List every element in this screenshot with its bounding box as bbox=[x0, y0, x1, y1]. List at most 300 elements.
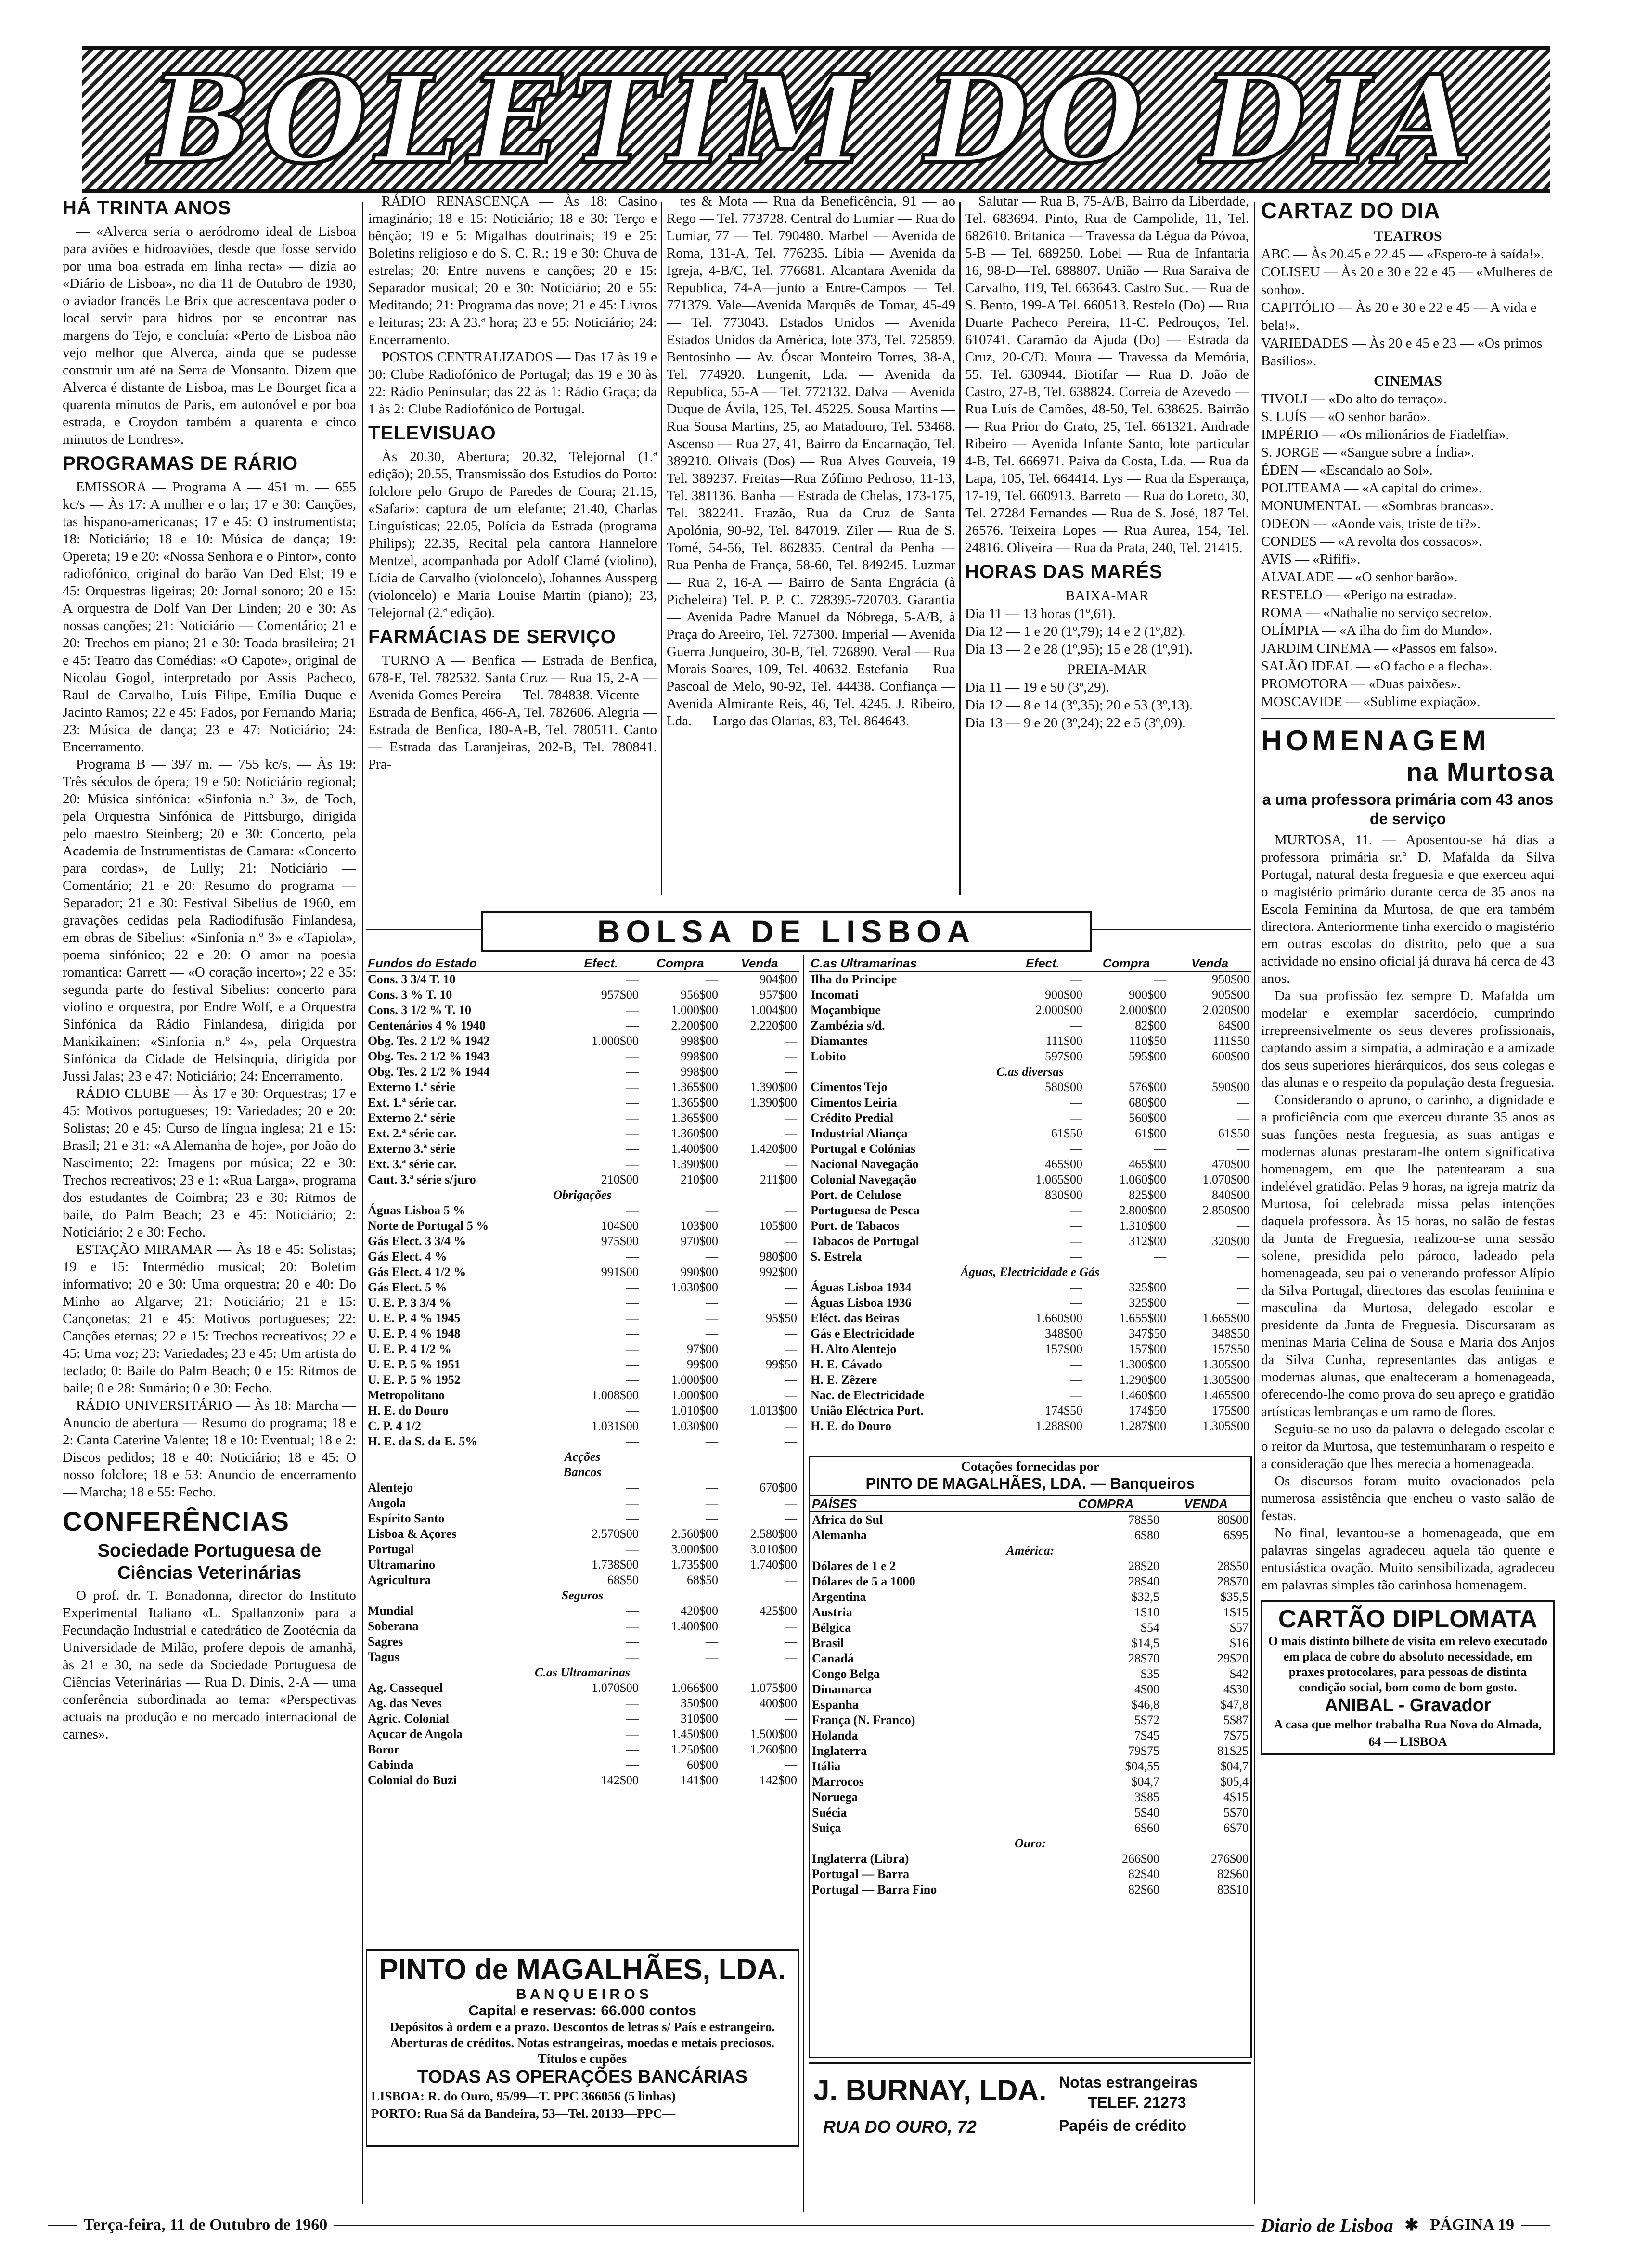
security-name: Centenários 4 % 1940 bbox=[368, 1018, 486, 1032]
security-name: Ext. 3.ª série car. bbox=[368, 1157, 457, 1171]
table-row bbox=[366, 1357, 799, 1372]
quote-value: 1.310$00 bbox=[1119, 1219, 1167, 1233]
quote-value: — bbox=[785, 1511, 797, 1525]
table-row bbox=[809, 1264, 1251, 1280]
table-row bbox=[366, 1388, 799, 1403]
column-2 bbox=[368, 193, 657, 900]
quote-value: 141$00 bbox=[680, 1773, 718, 1787]
table-row bbox=[366, 1649, 799, 1665]
table-row bbox=[809, 1295, 1251, 1311]
security-name: Alemanha bbox=[812, 1528, 867, 1542]
cinema-listing: S. LUÍS — «O senhor barão». bbox=[1261, 409, 1430, 425]
security-name: Incomati bbox=[811, 988, 859, 1002]
table-row bbox=[366, 1680, 799, 1696]
quote-value: 900$00 bbox=[1044, 988, 1082, 1002]
security-name: Gás Elect. 5 % bbox=[368, 1280, 447, 1294]
security-name: Cons. 3 1/2 % T. 10 bbox=[368, 1003, 472, 1017]
table-row bbox=[366, 1218, 799, 1234]
security-name: Ext. 2.ª série car. bbox=[368, 1126, 457, 1140]
pinto-ad-porto: PORTO: Rua Sá da Bandeira, 53—Tel. 20133—PPC— bbox=[371, 2106, 676, 2121]
radio-renascenca: RÁDIO RENASCENÇA — Às 18: Casino imaginário; 18 e 15: Noticiário; 18 e 30: Terço e bênção; 19 e 5: Migalhas doutrinais; 19 e 25: Boletins religioso e do S. C. R.; 19 e 30: Chuva de estrelas; 20: Entre nuvens e canções; 20 e 15: Separador musical; 20 e 30: Noticiário; 20 e 55: Meditando; 21: Programa das nove; 21 e 45: Livros e leituras; 23: A 23.ª hora; 23 e 55: Noticiário; 24: Encerramento. bbox=[368, 193, 657, 348]
quote-value: 1.400$00 bbox=[671, 1619, 718, 1633]
quote-value: 350$00 bbox=[680, 1696, 718, 1710]
quote-value: 2.000$00 bbox=[1035, 1003, 1082, 1017]
quote-value: 1.390$00 bbox=[750, 1095, 797, 1109]
quote-value: 590$00 bbox=[1212, 1080, 1249, 1094]
column-rule bbox=[362, 202, 363, 2204]
radio-clube: RÁDIO CLUBE — Às 17 e 30: Orquestras; 17 e 45: Motivos portugueses; 19: Variedades; 20 e 20: Solistas; 20 e 45: Curso de língua inglesa; 21 e 15: Brasil; 21 e 31: «A Alemanha de hoje», por João do Nascimento; 22: Imagens por música; 22 e 30: Trechos recreativos; 23 e 1: «Rua Larga», programa dos estudantes de Coimbra; 23 e 30: Ritmos de baile, do Palm Beach; 23 e 45: Noticiário; 2: Noticiário; 2 e 30: Fecho. bbox=[63, 1086, 356, 1240]
cartao-title: CARTÃO DIPLOMATA bbox=[1278, 1605, 1538, 1633]
masthead bbox=[82, 46, 1550, 193]
quote-value: 28$70 bbox=[1217, 1574, 1249, 1588]
quote-value: 1.004$00 bbox=[750, 1003, 797, 1017]
security-name: Alentejo bbox=[368, 1481, 413, 1495]
quote-value: 1.390$00 bbox=[671, 1157, 718, 1171]
quote-value: $16 bbox=[1230, 1636, 1249, 1650]
quote-value: — bbox=[785, 1650, 797, 1664]
quote-value: $42 bbox=[1230, 1667, 1249, 1681]
quote-value: 597$00 bbox=[1044, 1049, 1082, 1063]
preia-mar-line: Dia 11 — 19 e 50 (3º,29). bbox=[965, 680, 1109, 695]
quote-value: 1.260$00 bbox=[750, 1742, 797, 1756]
security-name: Tabacos de Portugal bbox=[811, 1234, 919, 1248]
quote-value: 104$00 bbox=[601, 1219, 639, 1233]
quote-value: 3.010$00 bbox=[750, 1542, 797, 1556]
col-header: Compra bbox=[1084, 955, 1168, 971]
col-header: Fundos do Estado bbox=[366, 955, 562, 971]
column-3 bbox=[667, 193, 955, 900]
security-name: Soberana bbox=[368, 1619, 419, 1633]
quote-value: 2.020$00 bbox=[1202, 1003, 1249, 1017]
table-row bbox=[366, 987, 799, 1003]
table-row bbox=[809, 1110, 1251, 1126]
table-row bbox=[809, 1388, 1251, 1403]
quote-value: — bbox=[785, 1111, 797, 1125]
table-row bbox=[366, 1526, 799, 1542]
security-name: Norte de Portugal 5 % bbox=[368, 1219, 489, 1233]
quote-value: — bbox=[785, 1619, 797, 1633]
quote-value: 95$50 bbox=[766, 1311, 797, 1325]
table-row bbox=[366, 1403, 799, 1418]
quote-value: 1.365$00 bbox=[671, 1095, 718, 1109]
baixa-mar-line: Dia 11 — 13 horas (1º,61). bbox=[965, 606, 1116, 621]
ha-trinta-anos-heading: HÁ TRINTA ANOS bbox=[63, 197, 232, 219]
quote-value: — bbox=[785, 1034, 797, 1048]
quote-value: 2.570$00 bbox=[592, 1527, 639, 1541]
quote-value: — bbox=[785, 1327, 797, 1340]
security-name: Inglaterra bbox=[812, 1744, 867, 1758]
quote-value: 830$00 bbox=[1044, 1188, 1082, 1202]
quote-value: 465$00 bbox=[1129, 1157, 1167, 1171]
quote-value: 325$00 bbox=[1129, 1280, 1167, 1294]
table-row bbox=[809, 1018, 1251, 1033]
quote-value: — bbox=[705, 1511, 718, 1525]
table-row bbox=[810, 1728, 1250, 1743]
security-name: Ilha do Principe bbox=[811, 972, 897, 986]
quote-value: 1.390$00 bbox=[750, 1080, 797, 1094]
table-row bbox=[366, 1449, 799, 1465]
security-name: Obg. Tes. 2 1/2 % 1943 bbox=[368, 1049, 490, 1063]
quote-value: 81$25 bbox=[1217, 1744, 1249, 1758]
quote-value: 1$15 bbox=[1223, 1605, 1249, 1619]
cotacoes-title: Cotações fornecidas por bbox=[961, 1459, 1100, 1474]
quote-value: 904$00 bbox=[760, 972, 797, 986]
quote-value: — bbox=[626, 1511, 639, 1525]
security-name: Austria bbox=[812, 1605, 852, 1619]
security-name: U. E. P. 4 % 1948 bbox=[368, 1327, 461, 1340]
farmacias-continued-2: Salutar — Rua B, 75-A/B, Bairro da Liberdade, Tel. 683694. Pinto, Rua de Campolide, 11, Tel. 682610. Britanica — Travessa da Légua da Póvoa, 5-B — Tel. 689250. Lobel — Rua de Infantaria 16, 98-D—Tel. 688807. União — Rua Saraiva de Carvalho, 119, Tel. 663643. Castro Suc. — Rua de S. Bento, 199-A Tel. 660513. Restelo (Do) — Rua Duarte Pacheco Pereira, 11-C. Pedrouços, Tel. 610741. Caramão da Ajuda (Do) — Estrada da Cruz, 20-C/D. Moura — Travessa da Memória, 55. Tel. 630944. Biotifar — Rua D. João de Castro, 27-B, Tel. 638824. Correia de Azevedo — Rua Luís de Camões, 48-50, Tel. 638625. Bairrão — Rua Prior do Crato, 25, Tel. 661321. Andrade Ribeiro — Avenida Infante Santo, lote particular 4-B, Tel. 666971. Paiva da Costa, Lda. — Rua da Lapa, 105, Tel. 664414. Lys — Rua da Esperança, 17-19, Tel. 660913. Barreto — Rua do Loreto, 30, Tel. 27284 Fernandes — Rua de S. José, 187 Tel. 26576. Teixeira Lopes — Rua Aurea, 154, Tel. 24816. Oliveira — Rua da Prata, 240, Tel. 21415. bbox=[965, 193, 1249, 555]
quote-value: — bbox=[1154, 1142, 1167, 1156]
quote-value: — bbox=[626, 1080, 639, 1094]
farmacias-text: TURNO A — Benfica — Estrada de Benfica, 678-E, Tel. 782532. Santa Cruz — Rua 15, 2-A — Avenida Gomes Pereira — Tel. 784838. Vicente — Estrada de Benfica, 466-A, Tel. 782606. Alegria — Estrada de Benfica, 180-A-B, Tel. 780511. Canto — Estrada das Laranjeiras, 202-B, Tel. 780841. Pra- bbox=[368, 653, 657, 772]
quote-value: 3$85 bbox=[1134, 1790, 1160, 1804]
table-row bbox=[810, 1697, 1250, 1713]
section-label: Ouro: bbox=[1014, 1836, 1046, 1850]
security-name: Cons. 3 % T. 10 bbox=[368, 988, 452, 1002]
column-5 bbox=[1261, 193, 1555, 2209]
quote-value: — bbox=[626, 1434, 639, 1448]
quote-value: 157$00 bbox=[1129, 1342, 1167, 1356]
security-name: Noruega bbox=[812, 1790, 858, 1804]
quote-value: 1.305$00 bbox=[1202, 1419, 1249, 1433]
quote-value: $57 bbox=[1230, 1621, 1249, 1635]
quote-value: 1.740$00 bbox=[750, 1558, 797, 1572]
cinema-listing: MOSCAVIDE — «Sublime expiação». bbox=[1261, 694, 1481, 709]
preia-mar-line: Dia 12 — 8 e 14 (3º,35); 20 e 53 (3º,13). bbox=[965, 697, 1193, 713]
quote-value: 211$00 bbox=[760, 1173, 797, 1186]
quote-value: 900$00 bbox=[1129, 988, 1167, 1002]
quote-value: 576$00 bbox=[1129, 1080, 1167, 1094]
security-name: Cabinda bbox=[368, 1758, 414, 1772]
quote-value: 61$00 bbox=[1135, 1126, 1167, 1140]
quote-value: 99$50 bbox=[766, 1357, 797, 1371]
table-row bbox=[366, 1187, 799, 1203]
quote-value: — bbox=[626, 1635, 639, 1649]
quote-value: — bbox=[626, 1481, 639, 1495]
security-name: Sagres bbox=[368, 1635, 403, 1649]
footer-paper-name: Diario de Lisboa bbox=[1261, 2214, 1393, 2236]
quote-value: 975$00 bbox=[601, 1234, 639, 1248]
table-row bbox=[809, 1064, 1251, 1080]
col-header: Efect. bbox=[562, 955, 641, 971]
security-name: Metropolitano bbox=[368, 1388, 445, 1402]
security-name: Angola bbox=[368, 1496, 406, 1510]
quote-value: 560$00 bbox=[1129, 1111, 1167, 1125]
security-name: Ultramarino bbox=[368, 1558, 436, 1572]
table-row bbox=[366, 1018, 799, 1033]
section-label: C.as diversas bbox=[996, 1065, 1064, 1079]
quote-value: 1.287$00 bbox=[1119, 1419, 1167, 1433]
table-row bbox=[810, 1820, 1250, 1836]
quote-value: 595$00 bbox=[1129, 1049, 1167, 1063]
security-name: H. E. do Douro bbox=[811, 1419, 891, 1433]
security-name: Lobito bbox=[811, 1049, 846, 1063]
quote-value: 998$00 bbox=[680, 1049, 718, 1063]
quote-value: — bbox=[785, 1496, 797, 1510]
quote-value: 80$00 bbox=[1217, 1513, 1249, 1527]
ha-trinta-anos-text: — «Alverca seria o aeródromo ideal de Lisboa para aviões e hidroaviões, desde que fosse servido por uma boa estrada em linha recta» — dizia ao «Diário de Lisboa», no dia 11 de Outubro de 1930, o aviador francês Le Brix que acrescentava poder o local servir para hidros por se encontrar nas margens do Tejo, e concluía: «Perto de Lisboa não vejo melhor que Alverca, ainda que se pudesse construir um até na Serra de Monsanto. Dizem que Alverca é distante de Lisboa, mas Le Bourget fica a quarenta minutos de Paris, em autonóvel e por boa estrada, e Croydon também a quarenta e cinco minutos de Londres». bbox=[63, 224, 356, 447]
table-row bbox=[366, 1557, 799, 1572]
security-name: Espírito Santo bbox=[368, 1511, 445, 1525]
quote-value: 2.000$00 bbox=[1119, 1003, 1167, 1017]
quote-value: 82$40 bbox=[1128, 1867, 1160, 1881]
table-row bbox=[366, 1495, 799, 1511]
quote-value: 5$87 bbox=[1223, 1713, 1249, 1727]
table-row bbox=[810, 1620, 1250, 1636]
table-row bbox=[366, 1665, 799, 1680]
security-name: Port. de Tabacos bbox=[811, 1219, 900, 1233]
radio-emissora-a: EMISSORA — Programa A — 451 m. — 655 kc/s — Às 17: A mulher e o lar; 17 e 30: Canções, tas hispano-americanas; 17 e 45: O instrumentista; 18: Noticiário; 18 e 10: Música de dança; 19: Opereta; 19 e 20: «Nossa Senhora e o Pintor», conto radiofónico, original do barão Van Ded Elst; 19 e 45: Orquestras ligeiras; 20: Jornal sonoro; 20 e 15: A orquestra de Dolf Van Der Linden; 20 e 30: As nossas canções; 21: Noticiário — Comentário; 21 e 20: Trechos em piano; 21 e 30: Toada brasileira; 21 e 45: Teatro das Comédias: «O Capote», original de Nicolau Gogol, interpretado por Assis Pacheco, Raul de Carvalho, Luís Filipe, Emília Duque e Jacinto Ramos; 22 e 45: Fados, por Fernando Maria; 23: Música de dança; 23 e 47: Noticiário; 24: Encerramento. bbox=[63, 479, 356, 755]
quote-value: 6$80 bbox=[1134, 1528, 1160, 1542]
section-label: América: bbox=[1006, 1544, 1055, 1558]
quote-value: 28$70 bbox=[1128, 1651, 1160, 1665]
homenagem-text: Considerando o apruno, o carinho, a dignidade e a proficiência com que exerceu durante 35 anos as suas funções nesta freguesia, as suas antigas e modernas alunas prestaram-lhe ontem significativa homenagem, em que lhe patentearam a sua indelével gratidão. Pelas 9 horas, na igreja matriz da Murtosa, foi celebrada missa pelas intenções daquela professora. Às 15 horas, no salão de festas da Junta de Freguesia, realizou-se uma sessão solene, presidida pelo pároco, ladeado pela homenageada, seu pai o venerando professor Alípio da Silva Portugal, directores das escolas feminina e masculina da Murtosa, delegado escolar e presidente da Junta de Freguesia. Discursaram as meninas Maria Celina de Sousa e Maria dos Anjos da Silva Cunha, representantes das antigas e modernas alunas, que enalteceram a homenageada, oferecendo-lhe como prova do seu apreço e gratidão artísticas lembranças e um ramo de flores. bbox=[1261, 1092, 1555, 1419]
quote-value: 1.031$00 bbox=[592, 1419, 639, 1433]
quote-value: — bbox=[1069, 1095, 1082, 1109]
homenagem-text: Seguiu-se no uso da palavra o delegado escolar e o reitor da Murtosa, que testemunharam o respeito e a consideração que lhes merecia a homenageada. bbox=[1261, 1421, 1555, 1471]
quote-value: 600$00 bbox=[1212, 1049, 1249, 1063]
quote-value: — bbox=[626, 1126, 639, 1140]
security-name: Gás Elect. 4 % bbox=[368, 1250, 447, 1263]
quote-value: 5$70 bbox=[1223, 1805, 1249, 1819]
cartao-text: O mais distinto bilhete de visita em relevo executado em placa de cobre do absoluto necessidade, em praxes protocolares, para pessoas de distinta condição social, bom como de bom gosto. bbox=[1268, 1634, 1548, 1694]
pinto-ad-capital: Capital e reservas: 66.000 contos bbox=[468, 2003, 696, 2019]
quote-value: — bbox=[705, 1203, 718, 1217]
quote-value: 175$00 bbox=[1212, 1404, 1249, 1418]
table-row bbox=[809, 1249, 1251, 1264]
quote-value: 1.288$00 bbox=[1035, 1419, 1082, 1433]
table-row bbox=[809, 1311, 1251, 1326]
table-row bbox=[809, 971, 1251, 987]
col-header: C.as Ultramarinas bbox=[809, 955, 1001, 971]
teatro-listing: VARIEDADES — Às 20 e 45 e 23 — «Os primos Basílios». bbox=[1261, 335, 1543, 369]
quote-value: 1.300$00 bbox=[1119, 1357, 1167, 1371]
quote-value: — bbox=[1069, 1018, 1082, 1032]
radio-emissora-b: Programa B — 397 m. — 755 kc/s. — Às 19: Três séculos de ópera; 19 e 50: Noticiário regional; 20: Música sinfónica: «Sinfonia n.º 3», de Toch, pela Orquestra Sinfónica de Pittsburgo, dirigida pelo maestro Steinberg; 20 e 30: Concerto, pela Academia de Instrumentistas de Camara: «Concerto para cordas», de Lully; 21: Noticiário — Comentário; 21 e 20: Resumo do programa — Separador; 21 e 30: Festival Sibelius de 1960, em gravações cedidas pela Radiodifusão Finlandesa, em obras de Sibelius: «Sinfonia n.º 3» e «Tapiola», poema sinfónico; 22 e 20: O amor na poesia romantica: Garrett — «O coração incerto»; 22 e 35: segunda parte do festival Sibelius: concerto para violino e orquestra, por Endre Wolf, e a Orquestra Sinfónica da Rádio Finlandesa, dirigida por Mankikainen: «Sinfonia n.º 4», pela Orquestra Sinfónica da Cidade de Helsinquia, dirigida por Jussi Jalas; 23 e 47: Noticiário; 24: Encerramento. bbox=[63, 757, 356, 1084]
security-name: U. E. P. 4 % 1945 bbox=[368, 1311, 461, 1325]
quote-value: — bbox=[785, 1434, 797, 1448]
quote-value: — bbox=[785, 1342, 797, 1356]
mares-heading: HORAS DAS MARÉS bbox=[965, 561, 1163, 582]
table-row bbox=[810, 1743, 1250, 1759]
baixa-mar-heading: BAIXA-MAR bbox=[1065, 588, 1149, 604]
baixa-mar-line: Dia 13 — 2 e 28 (1º,95); 15 e 28 (1º,91). bbox=[965, 642, 1193, 657]
column-rule bbox=[803, 955, 804, 2212]
radio-universitario: RÁDIO UNIVERSITÁRIO — Às 18: Marcha — Anuncio de abertura — Resumo do programa; 18 e 2: Canta Caterine Valente; 18 e 10: Eventual; 18 e 2: Discos pedidos; 18 e 40: Noticiário; 18 e 45: O nosso folclore; 18 e 53: Anuncio de encerramento — Marcha; 18 e 55: Fecho. bbox=[63, 1398, 356, 1500]
cinema-listing: ÉDEN — «Escandalo ao Sol». bbox=[1261, 463, 1433, 478]
quote-value: — bbox=[1237, 1280, 1249, 1294]
col-header: VENDA bbox=[1161, 1496, 1250, 1512]
quote-value: — bbox=[785, 1065, 797, 1079]
quote-value: $14,5 bbox=[1131, 1636, 1160, 1650]
security-name: Espanha bbox=[812, 1698, 859, 1712]
masthead-title: BOLETIM DO DIA bbox=[149, 49, 1482, 190]
quote-value: 680$00 bbox=[1129, 1095, 1167, 1109]
table-row bbox=[366, 1064, 799, 1080]
security-name: Portugal e Colónias bbox=[811, 1142, 916, 1156]
teatros-heading: TEATROS bbox=[1374, 228, 1442, 244]
col-header: Efect. bbox=[1001, 955, 1084, 971]
table-row bbox=[809, 1234, 1251, 1249]
security-name: Zambézia s/d. bbox=[811, 1018, 885, 1032]
table-row bbox=[366, 1588, 799, 1603]
quote-value: 3.000$00 bbox=[671, 1542, 718, 1556]
section-label: Seguros bbox=[561, 1588, 604, 1602]
security-name: Eléct. das Beiras bbox=[811, 1311, 900, 1325]
televisao-text: Às 20.30, Abertura; 20.32, Telejornal (1.ª edição); 20.55, Transmissão dos Estudios do Porto: folclore pelo Grupo de Paredes de Coura; 21.15, «Safari»: captura de um elefante; 21.40, Charlas Linguísticas; 22.05, Polícia da Estrada (programa Philips); 22.35, Recital pela cantora Hannelore Mentzel, acompanhada por Adolf Clamé (violino), Lídia de Carvalho (violoncelo), Johannes Aussperg (violoncelo) e Maria Louise Martin (piano); 23, Telejornal (2.ª edição). bbox=[368, 449, 657, 620]
cotacoes-table bbox=[810, 1496, 1250, 1897]
quote-value: — bbox=[626, 1404, 639, 1418]
quote-value: 111$00 bbox=[1045, 1034, 1082, 1048]
quote-value: — bbox=[785, 1373, 797, 1387]
column-4 bbox=[965, 193, 1249, 900]
quote-value: 1.465$00 bbox=[1202, 1388, 1249, 1402]
quote-value: 400$00 bbox=[760, 1696, 797, 1710]
quote-value: — bbox=[626, 1650, 639, 1664]
quote-value: 998$00 bbox=[680, 1034, 718, 1048]
security-name: Nac. de Electricidade bbox=[811, 1388, 925, 1402]
quote-value: — bbox=[785, 1203, 797, 1217]
teatros-list bbox=[1261, 245, 1555, 370]
table-row bbox=[366, 1696, 799, 1711]
pinto-ad-sub: B A N Q U E I R O S bbox=[515, 1986, 649, 2002]
security-name: Bélgica bbox=[812, 1621, 851, 1635]
table-row bbox=[366, 1418, 799, 1434]
table-row bbox=[810, 1666, 1250, 1682]
cinema-listing: OLÍMPIA — «A ilha do fim do Mundo». bbox=[1261, 623, 1493, 638]
quote-value: 1.360$00 bbox=[671, 1126, 718, 1140]
cotacoes-firm: PINTO DE MAGALHÃES, LDA. — Banqueiros bbox=[810, 1475, 1250, 1496]
preia-mar-heading: PREIA-MAR bbox=[1067, 661, 1147, 677]
table-row bbox=[366, 1172, 799, 1187]
table-row bbox=[366, 1157, 799, 1172]
quote-value: — bbox=[705, 1327, 718, 1340]
security-name: Mundial bbox=[368, 1604, 414, 1618]
section-label: Obrigações bbox=[553, 1188, 612, 1202]
bolsa-left-table bbox=[366, 955, 799, 1945]
table-row bbox=[810, 1682, 1250, 1697]
cinema-listing: AVIS — «Rififi». bbox=[1261, 552, 1361, 567]
security-name: Águas Lisboa 5 % bbox=[368, 1203, 465, 1217]
pinto-ad-text: Depósitos à ordem e a prazo. Descontos de letras s/ País e estrangeiro. Aberturas de créditos. Notas estrangeiras, moedas e metais preciosos. Títulos e cupões bbox=[389, 2020, 775, 2066]
quote-value: 1.000$00 bbox=[671, 1003, 718, 1017]
quote-value: $04,7 bbox=[1131, 1775, 1160, 1789]
quote-value: — bbox=[705, 1635, 718, 1649]
cinema-listing: ALVALADE — «O senhor barão». bbox=[1261, 569, 1458, 585]
quote-value: 1.000$00 bbox=[671, 1388, 718, 1402]
quote-value: — bbox=[626, 1712, 639, 1726]
quote-value: — bbox=[785, 1126, 797, 1140]
quote-value: 1.030$00 bbox=[671, 1419, 718, 1433]
quote-value: 956$00 bbox=[680, 988, 718, 1002]
table-row bbox=[366, 1542, 799, 1557]
security-name: Crédito Predial bbox=[811, 1111, 894, 1125]
quote-value: — bbox=[705, 1496, 718, 1510]
table-row bbox=[366, 1311, 799, 1326]
table-row bbox=[366, 1634, 799, 1649]
table-row bbox=[366, 1480, 799, 1495]
quote-value: 78$50 bbox=[1128, 1513, 1160, 1527]
quote-value: $32,5 bbox=[1131, 1590, 1160, 1604]
security-name: Port. de Celulose bbox=[811, 1188, 901, 1202]
burnay-ad bbox=[809, 2062, 1251, 2208]
table-row bbox=[809, 1187, 1251, 1203]
baixa-mar-line: Dia 12 — 1 e 20 (1º,79); 14 e 2 (1º,82). bbox=[965, 624, 1186, 639]
quote-value: 991$00 bbox=[601, 1265, 639, 1279]
table-row bbox=[809, 1372, 1251, 1388]
security-name: Portugal — Barra bbox=[812, 1867, 910, 1881]
quote-value: 1.665$00 bbox=[1202, 1311, 1249, 1325]
quote-value: 7$75 bbox=[1223, 1728, 1249, 1742]
security-name: Dólares de 5 a 1000 bbox=[812, 1574, 915, 1588]
quote-value: 1$10 bbox=[1134, 1605, 1160, 1619]
table-row bbox=[810, 1636, 1250, 1651]
quote-value: — bbox=[626, 972, 639, 986]
quote-value: — bbox=[1069, 972, 1082, 986]
security-name: Gás Elect. 3 3/4 % bbox=[368, 1234, 466, 1248]
quote-value: — bbox=[626, 1018, 639, 1032]
security-name: Dólares de 1 e 2 bbox=[812, 1559, 896, 1573]
quote-value: — bbox=[705, 1250, 718, 1263]
quote-value: 1.305$00 bbox=[1202, 1373, 1249, 1387]
table-row bbox=[809, 1357, 1251, 1372]
quote-value: 1.660$00 bbox=[1035, 1311, 1082, 1325]
page-footer bbox=[48, 2213, 1550, 2237]
quote-value: 97$00 bbox=[686, 1342, 718, 1356]
quote-value: 2.800$00 bbox=[1119, 1203, 1167, 1217]
security-name: França (N. Franco) bbox=[812, 1713, 915, 1727]
table-row bbox=[809, 987, 1251, 1003]
quote-value: 79$75 bbox=[1128, 1744, 1160, 1758]
table-row bbox=[366, 1773, 799, 1788]
quote-value: — bbox=[785, 1635, 797, 1649]
quote-value: — bbox=[626, 1542, 639, 1556]
table-row bbox=[366, 1603, 799, 1619]
quote-value: — bbox=[626, 1327, 639, 1340]
quote-value: 210$00 bbox=[601, 1173, 639, 1186]
quote-value: 905$00 bbox=[1212, 988, 1249, 1002]
farmacias-continued: tes & Mota — Rua da Beneficência, 91 — ao Rego — Tel. 773728. Central do Lumiar — Rua do Lumiar, 77 — Tel. 790480. Marbel — Avenida de Roma, 131-A, Tel. 776235. Líbia — Avenida da Igreja, 4-B/C, Tel. 776681. Alcantara Avenida da Republica, 74-A—junto a Entre-Campos — Tel. 771379. Vale—Avenida Marquês de Tomar, 45-49 — Tel. 773043. Estados Unidos — Avenida Estados Unidos da América, lote 373, Tel. 725859. Bentosinho — Av. Óscar Monteiro Torres, 38-A, Tel. 774920. Lungenit, Lda. — Avenida da Republica, 55-A — Tel. 772132. Dalva — Avenida Duque de Ávila, 125, Tel. 45225. Sousa Martins — Rua Sousa Martins, 25, ao Matadouro, Tel. 53468. Ascenso — Rua 27, 41, Bairro da Encarnação, Tel. 389210. Olivais (Dos) — Rua Alves Gouveia, 19 Tel. 389237. Freitas—Rua Zófimo Pedroso, 11-13, Tel. 381136. Banha — Estrada de Chelas, 173-175, Tel. 382241. Frazão, Rua da Cruz de Santa Apolónia, 90-92, Tel. 847019. Ziler — Rua de S. Tomé, 54-56, Tel. 862835. Central da Penha — Rua Penha de França, 58-60, Tel. 849245. Luzmar — Rua 2, 16-A — Bairro de Santa Engrácia (à Picheleira) Tel. P. P. C. 728395-720703. Garantia — Avenida Padre Manuel da Nóbrega, 5-A/B, à Praça do Areeiro, Tel. 727300. Imperial — Avenida Guerra Junqueiro, 30-B, Tel. 726890. Veral — Rua Morais Soares, 109, Tel. 40632. Estefania — Rua Pascoal de Melo, 90-92, Tel. 44438. Confiança — Avenida Almirante Reis, 46, Tel. 4245. J. Ribeiro, Lda. — Largo das Olarias, 83, Tel. 864643. bbox=[667, 193, 955, 729]
table-row bbox=[809, 1403, 1251, 1418]
table-row bbox=[810, 1543, 1250, 1559]
table-row bbox=[809, 1280, 1251, 1295]
table-row bbox=[366, 1619, 799, 1634]
table-row bbox=[366, 1080, 799, 1095]
column-1 bbox=[63, 193, 356, 2209]
security-name: Marrocos bbox=[812, 1775, 864, 1789]
table-row bbox=[810, 1559, 1250, 1574]
quote-value: 28$40 bbox=[1128, 1574, 1160, 1588]
security-name: União Eléctrica Port. bbox=[811, 1404, 924, 1418]
conferencias-text: O prof. dr. T. Bonadonna, director do Instituto Experimental Italiano «L. Spallanzoni» para a Fecundação Industrial e catedrático de Zootécnia da Universidade de Milão, profere depois de amanhã, às 21 e 30, na sede da Sociedade Portuguesa de Ciências Veterinárias — Rua D. Dinis, 2-A — uma conferência subordinada ao tema: «Perspectivas actuais na produção e no mercado internacional de carnes». bbox=[63, 1588, 356, 1742]
preia-mar-line: Dia 13 — 9 e 20 (3º,24); 22 e 5 (3º,09). bbox=[965, 715, 1186, 731]
table-row bbox=[810, 1651, 1250, 1666]
table-row bbox=[366, 1249, 799, 1264]
footer-page-number: PÁGINA 19 bbox=[1430, 2216, 1514, 2234]
table-row bbox=[810, 1574, 1250, 1589]
homenagem-text: Os discursos foram muito ovacionados pela numerosa assistência que encheu o vasto salão de festas. bbox=[1261, 1473, 1555, 1523]
table-row bbox=[366, 1049, 799, 1064]
quote-value: — bbox=[1069, 1357, 1082, 1371]
security-name: Canadá bbox=[812, 1651, 854, 1665]
bolsa-left-quotes bbox=[366, 955, 799, 1788]
quote-value: 348$00 bbox=[1044, 1327, 1082, 1340]
quote-value: — bbox=[1069, 1219, 1082, 1233]
quote-value: — bbox=[705, 1481, 718, 1495]
quote-value: 320$00 bbox=[1212, 1234, 1249, 1248]
homenagem-text: No final, levantou-se a homenageada, que em palavras singelas agradeceu aquela tão quente e entusiástica ovação. Muito sensibilizada, agradeceu em palavras simples tão carinhosa homenagem. bbox=[1261, 1525, 1555, 1593]
quote-value: — bbox=[1069, 1388, 1082, 1402]
